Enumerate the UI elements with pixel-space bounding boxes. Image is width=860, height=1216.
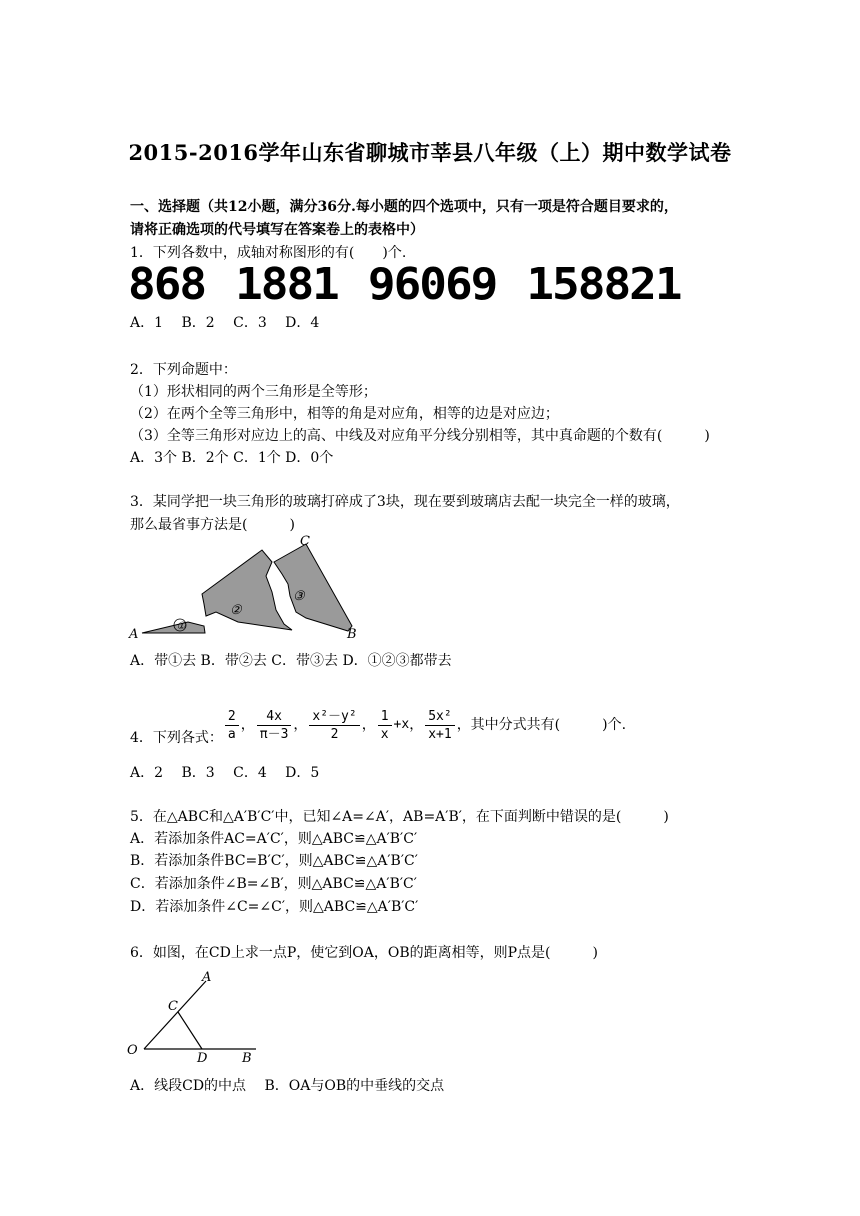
q5-option-a: A．若添加条件AC=A′C′，则△ABC≌△A′B′C′ — [130, 831, 418, 847]
glass-piece-3 — [274, 544, 352, 631]
piece-label: ② — [230, 603, 242, 618]
q1-number: 158821 — [526, 258, 681, 310]
q3-stem-line2: 那么最省事方法是( ) — [130, 517, 295, 533]
q1-number: 96069 — [367, 258, 497, 310]
piece-label: ③ — [293, 589, 305, 604]
vertex-label: B — [347, 627, 357, 642]
q3-stem-line1: 3．某同学把一块三角形的玻璃打碎成了3块，现在要到玻璃店去配一块完全一样的玻璃， — [130, 494, 680, 510]
q6-options: A．线段CD的中点 B．OA与OB的中垂线的交点 — [130, 1078, 445, 1094]
q2-statement-1: （1）形状相同的两个三角形是全等形； — [130, 384, 377, 400]
q3-options: A．带①去 B．带②去 C．带③去 D．①②③都带去 — [130, 653, 452, 669]
q4-term-tail: +x — [393, 717, 410, 732]
q5-stem: 5．在△ABC和△A′B′C′中，已知∠A=∠A′，AB=A′B′，在下面判断中错误的是( ) — [130, 809, 669, 825]
point-label: B — [242, 1051, 252, 1066]
q6-angle-figure — [126, 964, 266, 1066]
q4-fraction-2: $\frac{4x}{\pi-3}$ — [257, 708, 292, 743]
segment-cd — [178, 1012, 202, 1049]
section-heading-line1: 一、选择题（共12小题，满分36分.每小题的四个选项中，只有一项是符合题目要求的， — [130, 199, 678, 215]
q1-number: 1881 — [235, 258, 338, 310]
point-label: A — [202, 970, 212, 985]
q4-fraction-5: $\frac{\text{5x²}}{x+1}$ — [425, 708, 454, 743]
vertex-label: C — [300, 534, 310, 549]
q4-formula-line: 4．下列各式： $\frac{2}{a}$ ， $\frac{4x}{\pi-3}$ ， $\frac{\text{x²－y²}}{2}$ ， $\frac{1}{x}$ +x， $\frac{\text{5x²}}{x+1}$ ，其中分式共有( )个. — [130, 703, 626, 747]
point-label: O — [127, 1043, 138, 1058]
q3-broken-triangle-figure — [126, 532, 366, 644]
q4-suffix: ，其中分式共有( )个. — [456, 717, 627, 733]
q2-statement-2: （2）在两个全等三角形中，相等的角是对应角，相等的边是对应边； — [130, 406, 559, 422]
q4-options: A．2 B．3 C．4 D．5 — [130, 765, 320, 781]
ray-oa — [144, 981, 206, 1049]
q1-stem: 1．下列各数中，成轴对称图形的有( )个. — [130, 245, 407, 261]
q1-number-figure — [128, 258, 681, 310]
point-label: D — [197, 1051, 208, 1066]
q2-options: A．3个 B．2个 C．1个 D．0个 — [130, 450, 334, 466]
q5-option-d: D．若添加条件∠C=∠C′，则△ABC≌△A′B′C′ — [130, 899, 419, 915]
q4-fraction-4: $\frac{1}{x}$ — [378, 708, 392, 743]
q1-options: A．1 B．2 C．3 D．4 — [130, 315, 320, 331]
exam-title: 2015-2016学年山东省聊城市莘县八年级（上）期中数学试卷 — [128, 140, 732, 165]
vertex-label: A — [129, 627, 139, 642]
q4-prefix: 4．下列各式： — [130, 730, 223, 746]
q5-option-b: B．若添加条件BC=B′C′，则△ABC≌△A′B′C′ — [130, 853, 418, 869]
q2-statement-3: （3）全等三角形对应边上的高、中线及对应角平分线分别相等，其中真命题的个数有( ) — [130, 428, 710, 444]
q4-fraction-1: $\frac{2}{a}$ — [225, 708, 239, 743]
q1-number: 868 — [128, 258, 206, 310]
q6-stem: 6．如图，在CD上求一点P，使它到OA，OB的距离相等，则P点是( ) — [130, 945, 598, 961]
q2-stem: 2．下列命题中： — [130, 362, 237, 378]
section-heading-line2: 请将正确选项的代号填写在答案卷上的表格中） — [130, 222, 424, 238]
point-label: C — [168, 999, 178, 1014]
q5-option-c: C．若添加条件∠B=∠B′，则△ABC≌△A′B′C′ — [130, 876, 417, 892]
glass-piece-1 — [142, 622, 205, 633]
q4-fraction-3: $\frac{\text{x²－y²}}{2}$ — [309, 708, 359, 743]
piece-label: ① — [176, 621, 186, 632]
